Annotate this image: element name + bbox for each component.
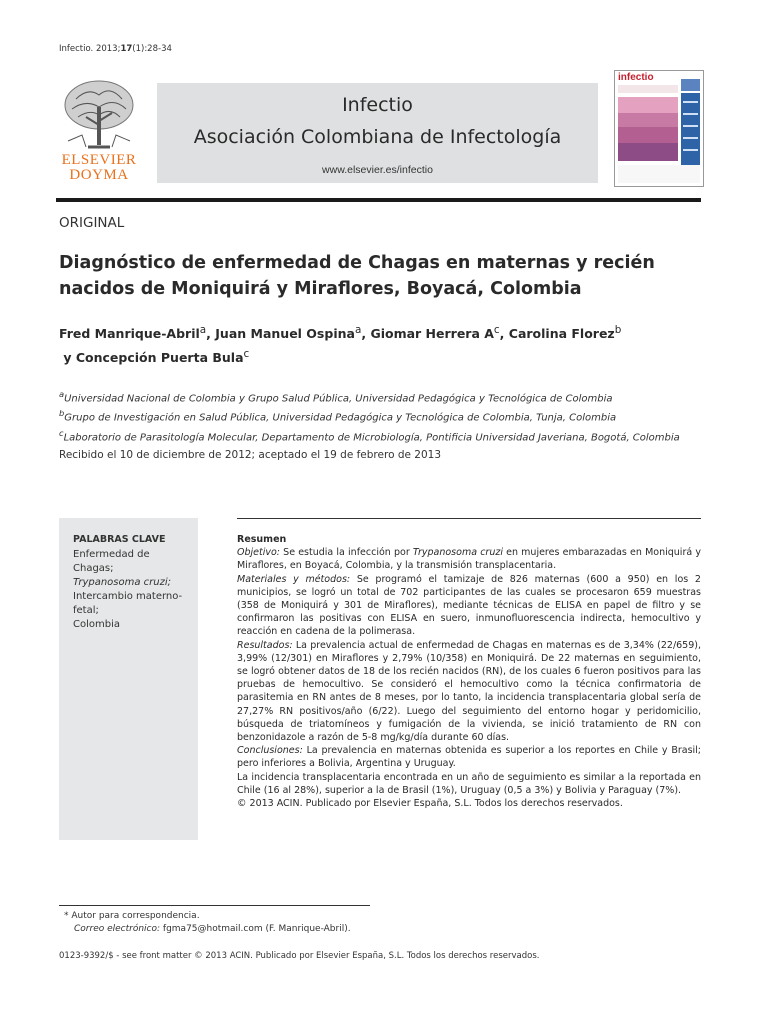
footnote-divider [59, 905, 370, 906]
abstract-conclusiones-2: La incidencia transplacentaria encontrada en un año de seguimiento es similar a la reportada en Chile (16 al 28%), superior a la de Brasil (1%), Uruguay (0,5 a 3%) y Bolivia y Paraguay (7%). [237, 771, 701, 796]
author-email[interactable]: fgma75@hotmail.com (F. Manrique-Abril). [160, 924, 351, 934]
journal-url[interactable]: www.elsevier.es/infectio [322, 164, 433, 176]
header-divider [56, 198, 701, 202]
doyma-wordmark: DOYMA [69, 167, 129, 183]
author-name: Juan Manuel Ospina [215, 326, 355, 342]
cover-artwork [615, 71, 703, 186]
abstract [237, 533, 701, 810]
keyword-item: Trypanosoma cruzi; [73, 577, 172, 588]
author-separator: , [206, 326, 216, 342]
received-dates: Recibido el 10 de diciembre de 2012; aceptado el 19 de febrero de 2013 [59, 449, 442, 461]
author-name: Carolina Florez [508, 326, 615, 342]
author-affiliation-mark: c [493, 324, 500, 336]
correspondence-note: * Autor para correspondencia. [64, 911, 200, 921]
affiliation-item [59, 426, 709, 445]
author-affiliation-mark: b [614, 324, 622, 336]
cover-title: infectio [618, 72, 654, 83]
affiliation-text: Laboratorio de Parasitología Molecular, Departamento de Microbiología, Pontificia Universidad Javeriana, Bogotá, Colombia [63, 431, 680, 443]
email-note: Correo electrónico: fgma75@hotmail.com (F. Manrique-Abril). [74, 924, 351, 934]
affiliation-mark: c [59, 427, 64, 438]
author-list [59, 320, 699, 368]
author-separator: , [499, 326, 509, 342]
affiliation-item [59, 406, 709, 425]
author-name: Concepción Puerta Bula [75, 350, 244, 366]
keyword-item: Intercambio materno-fetal; [73, 591, 183, 616]
affiliation-mark: a [59, 389, 65, 399]
abstract-divider [237, 518, 701, 519]
keywords-heading: PALABRAS CLAVE [73, 534, 166, 545]
elsevier-wordmark: ELSEVIER [61, 152, 137, 168]
author-affiliation-mark: c [243, 348, 250, 361]
author-affiliation-mark: a [199, 324, 207, 336]
keyword-item: Enfermedad de Chagas; [73, 549, 150, 574]
issn-line: 0123-9392/$ - see front matter © 2013 ACIN. Publicado por Elsevier España, S.L. Todos los derechos reservados. [59, 951, 540, 961]
affiliation-text: Grupo de Investigación en Salud Pública, Universidad Pedagógica y Tecnológica de Colombia, Tunja, Colombia [64, 412, 617, 424]
citation-line: Infectio. 2013;17(1):28-34 [59, 44, 172, 54]
author-separator: y [59, 350, 76, 366]
affiliation-list [59, 387, 709, 445]
affiliation-item [59, 387, 709, 406]
keywords-list [73, 548, 191, 632]
abstract-heading: Resumen [237, 534, 287, 545]
abstract-copyright: © 2013 ACIN. Publicado por Elsevier España, S.L. Todos los derechos reservados. [237, 798, 623, 810]
affiliation-mark: b [59, 408, 65, 419]
abstract-conclusiones: Conclusiones: La prevalencia en maternas obtenida es superior a los reportes en Chile y Brasil; pero inferiores a Bolivia, Argentina y Uruguay. [237, 745, 701, 770]
affiliation-text: Universidad Nacional de Colombia y Grupo Salud Pública, Universidad Pedagógica y Tecnológica de Colombia [64, 393, 613, 405]
elsevier-tree-icon [58, 77, 140, 153]
journal-cover-thumbnail [614, 70, 704, 187]
abstract-resultados: Resultados: La prevalencia actual de enfermedad de Chagas en maternas es de 3,34% (22/659), 3,99% (12/301) en Miraflores y 2,79% (10/358) en Moniquirá. De 22 maternas en seguimiento, se logró obtener datos de 18 de los recién nacidos (RN), de los cuales 6 fueron positivos para las pruebas de hemocultivo. Se consideró el hemocultivo como la técnica confirmatoria de parasitemia en RN antes de 8 meses, por lo tanto, la incidencia transplacentaria global sería de 27,27% RN positivos/año (6/22). Luego del seguimiento del entorno hogar y peridomicilio, búsqueda de triatomíneos y fumigación de la vivienda, se inició tratamiento de RN con benzonidazole a razón de 5-8 mg/kg/día durante 60 días. [237, 639, 701, 744]
keyword-item: Colombia [73, 619, 120, 630]
society-name: Asociación Colombiana de Infectología [193, 126, 562, 148]
keywords-box [59, 518, 198, 840]
journal-name: Infectio [342, 94, 413, 116]
author-name: Giomar Herrera A [370, 326, 494, 342]
article-title: Diagnóstico de enfermedad de Chagas en maternas y recién nacidos de Moniquirá y Miraflores, Boyacá, Colombia [59, 253, 655, 299]
author-name: Fred Manrique-Abril [59, 326, 200, 342]
author-separator: , [361, 326, 371, 342]
article-type: ORIGINAL [59, 215, 125, 231]
abstract-objetivo: Objetivo: Se estudia la infección por Trypanosoma cruzi en mujeres embarazadas en Moniquirá y Miraflores, en Boyacá, Colombia, y la transmisión transplacentaria. [237, 547, 701, 572]
abstract-materiales: Materiales y métodos: Se programó el tamizaje de 826 maternas (600 a 950) en los 2 municipios, se logró un total de 702 participantes de las cuales se procesaron 659 muestras (358 de Moniquirá y 301 de Miraflores), mediante técnicas de ELISA en papel de filtro y se confirmaron las positivas con ELISA en suero, inmunofluorescencia indirecta, hemocultivo y reacción en cadena de la polimerasa. [237, 573, 701, 638]
author-affiliation-mark: a [354, 324, 362, 336]
